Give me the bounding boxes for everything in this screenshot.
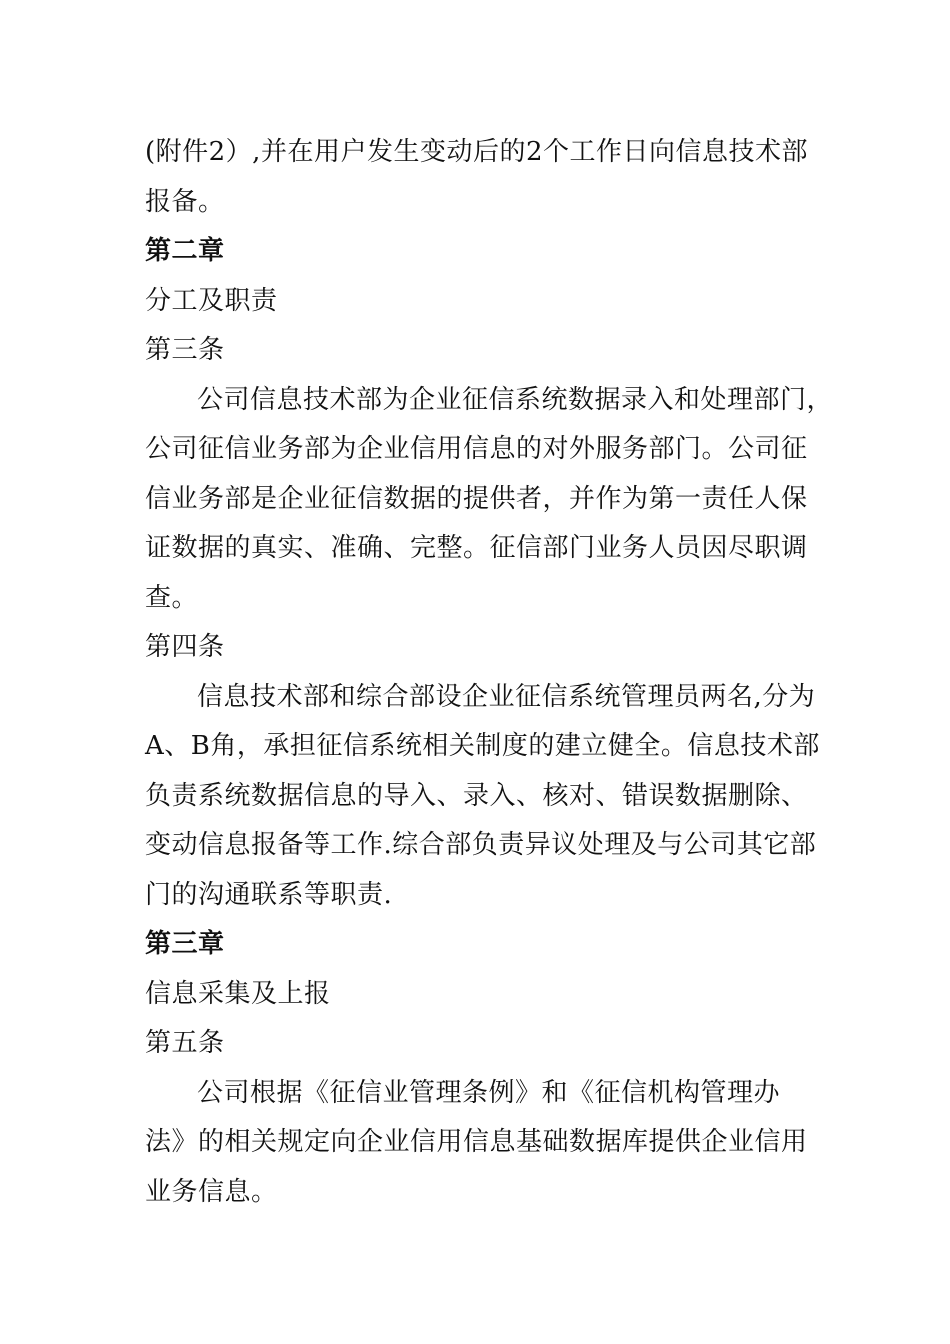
chapter-heading: 第三章 bbox=[145, 929, 225, 959]
text-line: 信业务部是企业征信数据的提供者，并作为第一责任人保 bbox=[145, 483, 808, 514]
text-line: 公司根据《征信业管理条例》和《征信机构管理办 bbox=[197, 1077, 781, 1108]
text-line: 证数据的真实、准确、完整。征信部门业务人员因尽职调 bbox=[145, 533, 808, 563]
chapter-title: 信息采集及上报 bbox=[145, 978, 331, 1009]
text-line: 查。 bbox=[145, 582, 199, 613]
text-line: 公司征信业务部为企业信用信息的对外服务部门。公司征 bbox=[145, 434, 808, 464]
text-line: 报备。 bbox=[145, 186, 225, 217]
article-paragraph bbox=[145, 673, 820, 921]
chapter-heading: 第二章 bbox=[145, 236, 225, 266]
article-heading: 第四条 bbox=[145, 632, 225, 662]
document-page bbox=[145, 128, 834, 1217]
article-paragraph bbox=[145, 1069, 810, 1218]
text-line: 变动信息报备等工作.综合部负责异议处理及与公司其它部 bbox=[145, 830, 817, 860]
article-heading: 第三条 bbox=[145, 335, 225, 365]
text-line: 公司信息技术部为企业征信系统数据录入和处理部门， bbox=[197, 384, 834, 415]
article-paragraph bbox=[145, 376, 834, 624]
text-line: 负责系统数据信息的导入、录入、核对、错误数据删除、 bbox=[145, 780, 808, 811]
paragraph-continuation bbox=[145, 128, 810, 227]
text-line: 法》的相关规定向企业信用信息基础数据库提供企业信用 bbox=[145, 1127, 808, 1157]
text-line: 信息技术部和综合部设企业征信系统管理员两名,分为 bbox=[197, 681, 816, 712]
text-line: 业务信息。 bbox=[145, 1176, 278, 1207]
text-line: A、B角，承担征信系统相关制度的建立健全。信息技术部 bbox=[145, 731, 820, 761]
chapter-title: 分工及职责 bbox=[145, 285, 278, 316]
article-heading: 第五条 bbox=[145, 1028, 225, 1058]
text-line: (附件2）,并在用户发生变动后的2个工作日向信息技术部 bbox=[145, 137, 808, 167]
text-line: 门的沟通联系等职责. bbox=[145, 879, 393, 910]
